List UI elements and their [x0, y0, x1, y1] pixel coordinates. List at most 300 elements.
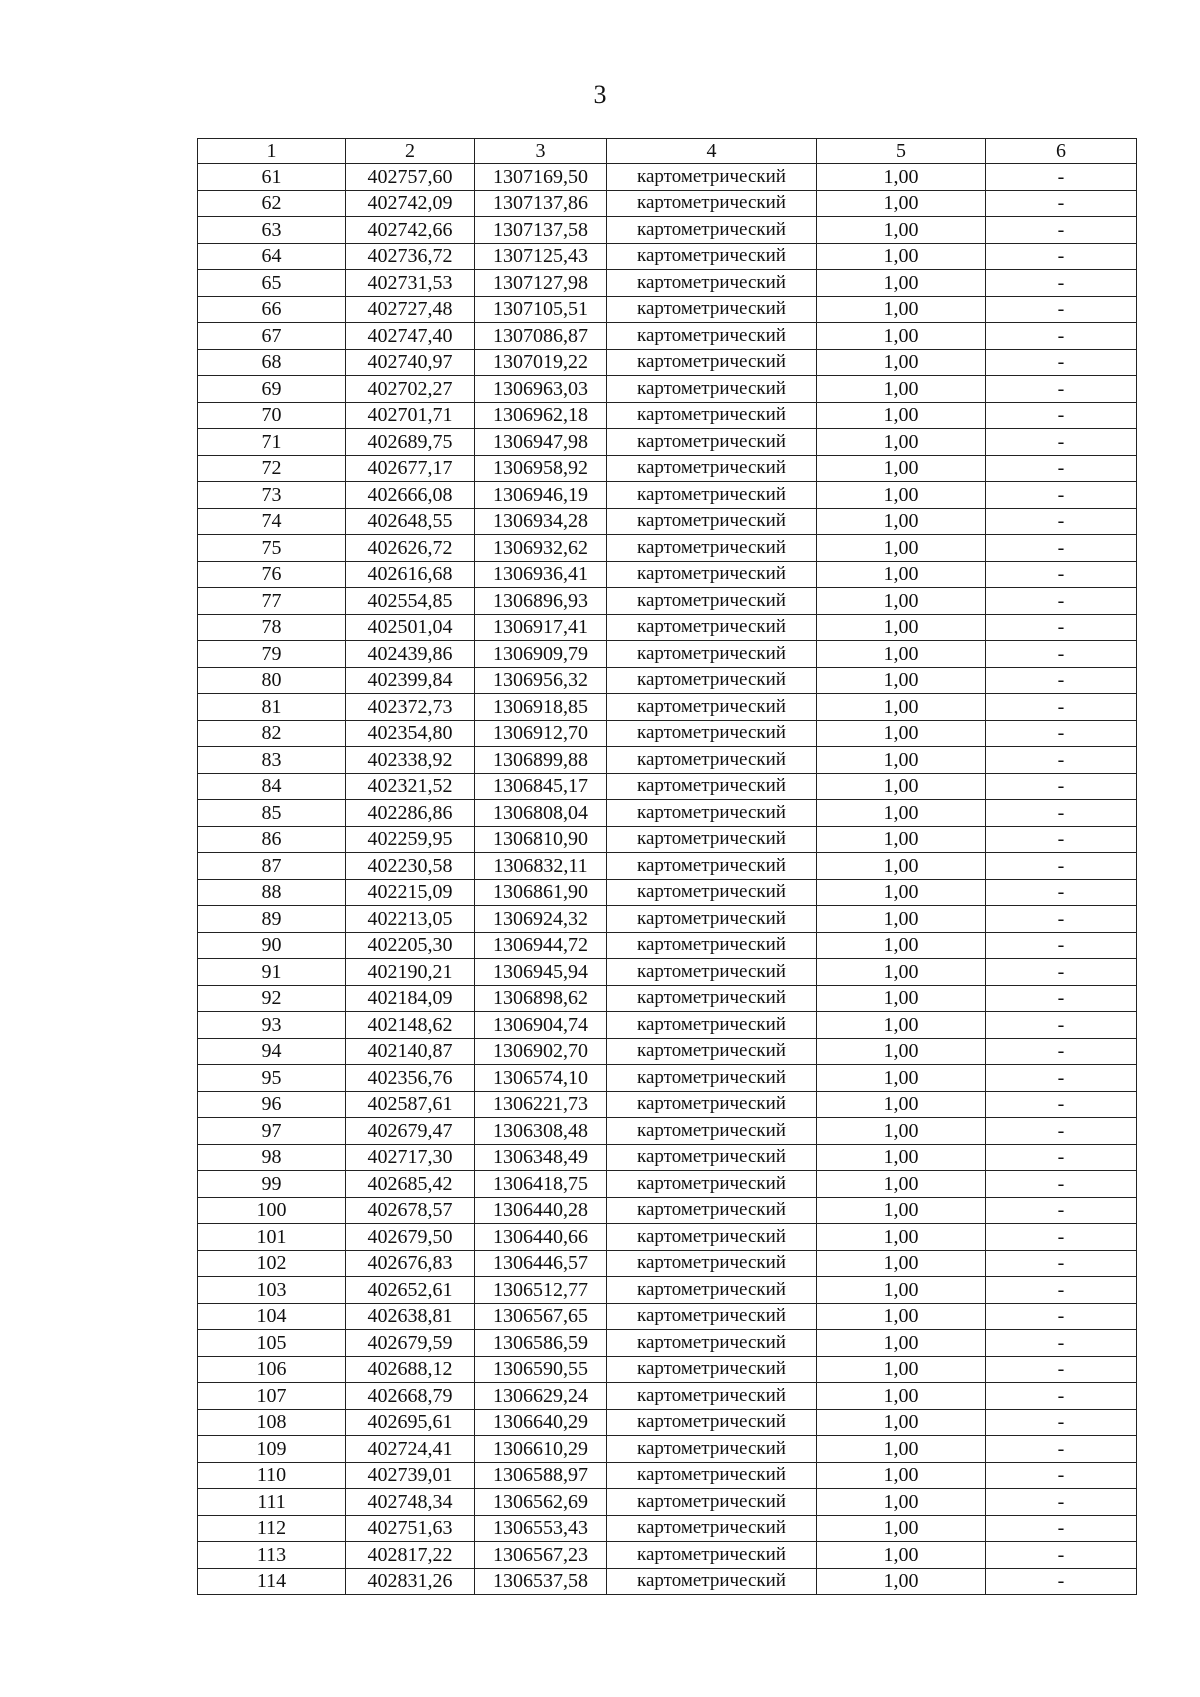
point-number-cell: 71 [198, 429, 346, 456]
accuracy-cell: 1,00 [817, 826, 986, 853]
table-row [198, 1277, 1137, 1304]
accuracy-cell: 1,00 [817, 349, 986, 376]
description-cell: - [986, 429, 1137, 456]
table-row [198, 296, 1137, 323]
accuracy-cell: 1,00 [817, 1197, 986, 1224]
x-coordinate-cell: 402230,58 [346, 853, 475, 880]
description-cell: - [986, 482, 1137, 509]
accuracy-cell: 1,00 [817, 376, 986, 403]
table-row [198, 455, 1137, 482]
point-number-cell: 112 [198, 1515, 346, 1542]
x-coordinate-cell: 402501,04 [346, 614, 475, 641]
method-cell: картометрический [607, 376, 817, 403]
method-cell: картометрический [607, 190, 817, 217]
accuracy-cell: 1,00 [817, 879, 986, 906]
x-coordinate-cell: 402213,05 [346, 906, 475, 933]
y-coordinate-cell: 1306610,29 [475, 1436, 607, 1463]
description-cell: - [986, 164, 1137, 191]
y-coordinate-cell: 1306567,23 [475, 1542, 607, 1569]
description-cell: - [986, 217, 1137, 244]
x-coordinate-cell: 402677,17 [346, 455, 475, 482]
point-number-cell: 110 [198, 1462, 346, 1489]
x-coordinate-cell: 402668,79 [346, 1383, 475, 1410]
table-row [198, 482, 1137, 509]
x-coordinate-cell: 402685,42 [346, 1171, 475, 1198]
point-number-cell: 89 [198, 906, 346, 933]
description-cell: - [986, 773, 1137, 800]
point-number-cell: 101 [198, 1224, 346, 1251]
column-header-4: 4 [607, 139, 817, 164]
point-number-cell: 109 [198, 1436, 346, 1463]
method-cell: картометрический [607, 243, 817, 270]
point-number-cell: 106 [198, 1356, 346, 1383]
method-cell: картометрический [607, 402, 817, 429]
column-header-6: 6 [986, 139, 1137, 164]
description-cell: - [986, 720, 1137, 747]
accuracy-cell: 1,00 [817, 906, 986, 933]
method-cell: картометрический [607, 535, 817, 562]
point-number-cell: 100 [198, 1197, 346, 1224]
table-row [198, 1303, 1137, 1330]
description-cell: - [986, 455, 1137, 482]
method-cell: картометрический [607, 270, 817, 297]
point-number-cell: 64 [198, 243, 346, 270]
method-cell: картометрический [607, 1224, 817, 1251]
point-number-cell: 93 [198, 1012, 346, 1039]
description-cell: - [986, 1303, 1137, 1330]
description-cell: - [986, 1383, 1137, 1410]
table-row [198, 1383, 1137, 1410]
accuracy-cell: 1,00 [817, 1277, 986, 1304]
y-coordinate-cell: 1306586,59 [475, 1330, 607, 1357]
description-cell: - [986, 1197, 1137, 1224]
y-coordinate-cell: 1306947,98 [475, 429, 607, 456]
page-number: 3 [593, 80, 607, 109]
x-coordinate-cell: 402666,08 [346, 482, 475, 509]
accuracy-cell: 1,00 [817, 243, 986, 270]
accuracy-cell: 1,00 [817, 800, 986, 827]
y-coordinate-cell: 1306221,73 [475, 1091, 607, 1118]
x-coordinate-cell: 402616,68 [346, 561, 475, 588]
table-row [198, 270, 1137, 297]
accuracy-cell: 1,00 [817, 1462, 986, 1489]
method-cell: картометрический [607, 349, 817, 376]
x-coordinate-cell: 402701,71 [346, 402, 475, 429]
table-row [198, 1197, 1137, 1224]
description-cell: - [986, 1038, 1137, 1065]
method-cell: картометрический [607, 429, 817, 456]
x-coordinate-cell: 402148,62 [346, 1012, 475, 1039]
table-row [198, 1330, 1137, 1357]
accuracy-cell: 1,00 [817, 1489, 986, 1516]
y-coordinate-cell: 1306945,94 [475, 959, 607, 986]
point-number-cell: 83 [198, 747, 346, 774]
y-coordinate-cell: 1306962,18 [475, 402, 607, 429]
point-number-cell: 107 [198, 1383, 346, 1410]
table-row [198, 959, 1137, 986]
x-coordinate-cell: 402817,22 [346, 1542, 475, 1569]
accuracy-cell: 1,00 [817, 1303, 986, 1330]
y-coordinate-cell: 1307086,87 [475, 323, 607, 350]
column-header-1: 1 [198, 139, 346, 164]
description-cell: - [986, 588, 1137, 615]
point-number-cell: 70 [198, 402, 346, 429]
method-cell: картометрический [607, 1568, 817, 1595]
y-coordinate-cell: 1306934,28 [475, 508, 607, 535]
y-coordinate-cell: 1306845,17 [475, 773, 607, 800]
accuracy-cell: 1,00 [817, 614, 986, 641]
table-row [198, 853, 1137, 880]
y-coordinate-cell: 1306808,04 [475, 800, 607, 827]
x-coordinate-cell: 402742,09 [346, 190, 475, 217]
point-number-cell: 105 [198, 1330, 346, 1357]
method-cell: картометрический [607, 1012, 817, 1039]
x-coordinate-cell: 402321,52 [346, 773, 475, 800]
description-cell: - [986, 349, 1137, 376]
y-coordinate-cell: 1306512,77 [475, 1277, 607, 1304]
point-number-cell: 69 [198, 376, 346, 403]
point-number-cell: 78 [198, 614, 346, 641]
y-coordinate-cell: 1306590,55 [475, 1356, 607, 1383]
table-row [198, 588, 1137, 615]
point-number-cell: 76 [198, 561, 346, 588]
y-coordinate-cell: 1306932,62 [475, 535, 607, 562]
accuracy-cell: 1,00 [817, 1118, 986, 1145]
table-row [198, 932, 1137, 959]
description-cell: - [986, 1118, 1137, 1145]
accuracy-cell: 1,00 [817, 482, 986, 509]
y-coordinate-cell: 1306640,29 [475, 1409, 607, 1436]
method-cell: картометрический [607, 826, 817, 853]
accuracy-cell: 1,00 [817, 296, 986, 323]
description-cell: - [986, 667, 1137, 694]
description-cell: - [986, 853, 1137, 880]
method-cell: картометрический [607, 720, 817, 747]
description-cell: - [986, 243, 1137, 270]
x-coordinate-cell: 402205,30 [346, 932, 475, 959]
accuracy-cell: 1,00 [817, 588, 986, 615]
y-coordinate-cell: 1306574,10 [475, 1065, 607, 1092]
table-row [198, 1118, 1137, 1145]
x-coordinate-cell: 402740,97 [346, 349, 475, 376]
method-cell: картометрический [607, 1330, 817, 1357]
description-cell: - [986, 1091, 1137, 1118]
x-coordinate-cell: 402757,60 [346, 164, 475, 191]
method-cell: картометрический [607, 1542, 817, 1569]
y-coordinate-cell: 1307105,51 [475, 296, 607, 323]
y-coordinate-cell: 1306629,24 [475, 1383, 607, 1410]
column-header-3: 3 [475, 139, 607, 164]
point-number-cell: 68 [198, 349, 346, 376]
accuracy-cell: 1,00 [817, 641, 986, 668]
x-coordinate-cell: 402372,73 [346, 694, 475, 721]
method-cell: картометрический [607, 1144, 817, 1171]
column-header-5: 5 [817, 139, 986, 164]
point-number-cell: 62 [198, 190, 346, 217]
table-row [198, 164, 1137, 191]
method-cell: картометрический [607, 323, 817, 350]
point-number-cell: 102 [198, 1250, 346, 1277]
accuracy-cell: 1,00 [817, 1568, 986, 1595]
x-coordinate-cell: 402702,27 [346, 376, 475, 403]
x-coordinate-cell: 402689,75 [346, 429, 475, 456]
accuracy-cell: 1,00 [817, 535, 986, 562]
table-row [198, 402, 1137, 429]
description-cell: - [986, 879, 1137, 906]
point-number-cell: 80 [198, 667, 346, 694]
point-number-cell: 90 [198, 932, 346, 959]
table-row [198, 1065, 1137, 1092]
accuracy-cell: 1,00 [817, 1515, 986, 1542]
point-number-cell: 113 [198, 1542, 346, 1569]
y-coordinate-cell: 1306832,11 [475, 853, 607, 880]
y-coordinate-cell: 1306902,70 [475, 1038, 607, 1065]
method-cell: картометрический [607, 773, 817, 800]
accuracy-cell: 1,00 [817, 1250, 986, 1277]
y-coordinate-cell: 1306936,41 [475, 561, 607, 588]
point-number-cell: 103 [198, 1277, 346, 1304]
table-row [198, 535, 1137, 562]
method-cell: картометрический [607, 1118, 817, 1145]
table-row [198, 906, 1137, 933]
point-number-cell: 65 [198, 270, 346, 297]
x-coordinate-cell: 402831,26 [346, 1568, 475, 1595]
x-coordinate-cell: 402736,72 [346, 243, 475, 270]
point-number-cell: 108 [198, 1409, 346, 1436]
method-cell: картометрический [607, 641, 817, 668]
description-cell: - [986, 1542, 1137, 1569]
method-cell: картометрический [607, 1303, 817, 1330]
point-number-cell: 82 [198, 720, 346, 747]
accuracy-cell: 1,00 [817, 164, 986, 191]
accuracy-cell: 1,00 [817, 217, 986, 244]
y-coordinate-cell: 1307137,86 [475, 190, 607, 217]
point-number-cell: 91 [198, 959, 346, 986]
method-cell: картометрический [607, 1250, 817, 1277]
accuracy-cell: 1,00 [817, 694, 986, 721]
x-coordinate-cell: 402727,48 [346, 296, 475, 323]
y-coordinate-cell: 1306944,72 [475, 932, 607, 959]
method-cell: картометрический [607, 667, 817, 694]
point-number-cell: 67 [198, 323, 346, 350]
description-cell: - [986, 1462, 1137, 1489]
description-cell: - [986, 800, 1137, 827]
y-coordinate-cell: 1306958,92 [475, 455, 607, 482]
y-coordinate-cell: 1307169,50 [475, 164, 607, 191]
method-cell: картометрический [607, 879, 817, 906]
x-coordinate-cell: 402695,61 [346, 1409, 475, 1436]
description-cell: - [986, 561, 1137, 588]
table-row [198, 243, 1137, 270]
x-coordinate-cell: 402678,57 [346, 1197, 475, 1224]
table-row [198, 614, 1137, 641]
method-cell: картометрический [607, 747, 817, 774]
x-coordinate-cell: 402679,47 [346, 1118, 475, 1145]
method-cell: картометрический [607, 164, 817, 191]
table-row [198, 800, 1137, 827]
y-coordinate-cell: 1306956,32 [475, 667, 607, 694]
table-row [198, 985, 1137, 1012]
table-row [198, 1542, 1137, 1569]
description-cell: - [986, 296, 1137, 323]
table-body [198, 164, 1137, 1595]
point-number-cell: 79 [198, 641, 346, 668]
table-row [198, 1012, 1137, 1039]
description-cell: - [986, 1250, 1137, 1277]
description-cell: - [986, 1489, 1137, 1516]
accuracy-cell: 1,00 [817, 561, 986, 588]
method-cell: картометрический [607, 614, 817, 641]
column-header-2: 2 [346, 139, 475, 164]
accuracy-cell: 1,00 [817, 1091, 986, 1118]
x-coordinate-cell: 402286,86 [346, 800, 475, 827]
x-coordinate-cell: 402587,61 [346, 1091, 475, 1118]
x-coordinate-cell: 402638,81 [346, 1303, 475, 1330]
x-coordinate-cell: 402215,09 [346, 879, 475, 906]
method-cell: картометрический [607, 455, 817, 482]
y-coordinate-cell: 1306896,93 [475, 588, 607, 615]
description-cell: - [986, 1330, 1137, 1357]
accuracy-cell: 1,00 [817, 667, 986, 694]
y-coordinate-cell: 1306904,74 [475, 1012, 607, 1039]
method-cell: картометрический [607, 1436, 817, 1463]
x-coordinate-cell: 402140,87 [346, 1038, 475, 1065]
description-cell: - [986, 376, 1137, 403]
x-coordinate-cell: 402688,12 [346, 1356, 475, 1383]
y-coordinate-cell: 1306918,85 [475, 694, 607, 721]
method-cell: картометрический [607, 959, 817, 986]
description-cell: - [986, 535, 1137, 562]
point-number-cell: 94 [198, 1038, 346, 1065]
description-cell: - [986, 1171, 1137, 1198]
point-number-cell: 98 [198, 1144, 346, 1171]
description-cell: - [986, 1224, 1137, 1251]
table-row [198, 773, 1137, 800]
y-coordinate-cell: 1307125,43 [475, 243, 607, 270]
x-coordinate-cell: 402724,41 [346, 1436, 475, 1463]
method-cell: картометрический [607, 1091, 817, 1118]
point-number-cell: 96 [198, 1091, 346, 1118]
y-coordinate-cell: 1306810,90 [475, 826, 607, 853]
point-number-cell: 75 [198, 535, 346, 562]
x-coordinate-cell: 402731,53 [346, 270, 475, 297]
accuracy-cell: 1,00 [817, 1038, 986, 1065]
y-coordinate-cell: 1306567,65 [475, 1303, 607, 1330]
y-coordinate-cell: 1306562,69 [475, 1489, 607, 1516]
accuracy-cell: 1,00 [817, 985, 986, 1012]
table-row [198, 1144, 1137, 1171]
x-coordinate-cell: 402679,59 [346, 1330, 475, 1357]
accuracy-cell: 1,00 [817, 1065, 986, 1092]
method-cell: картометрический [607, 906, 817, 933]
x-coordinate-cell: 402554,85 [346, 588, 475, 615]
method-cell: картометрический [607, 1409, 817, 1436]
y-coordinate-cell: 1306861,90 [475, 879, 607, 906]
x-coordinate-cell: 402648,55 [346, 508, 475, 535]
y-coordinate-cell: 1307019,22 [475, 349, 607, 376]
description-cell: - [986, 694, 1137, 721]
x-coordinate-cell: 402184,09 [346, 985, 475, 1012]
accuracy-cell: 1,00 [817, 959, 986, 986]
table-row [198, 1091, 1137, 1118]
method-cell: картометрический [607, 1489, 817, 1516]
x-coordinate-cell: 402748,34 [346, 1489, 475, 1516]
accuracy-cell: 1,00 [817, 1383, 986, 1410]
description-cell: - [986, 614, 1137, 641]
method-cell: картометрический [607, 1171, 817, 1198]
y-coordinate-cell: 1306537,58 [475, 1568, 607, 1595]
description-cell: - [986, 508, 1137, 535]
point-number-cell: 74 [198, 508, 346, 535]
method-cell: картометрический [607, 1197, 817, 1224]
y-coordinate-cell: 1306912,70 [475, 720, 607, 747]
description-cell: - [986, 402, 1137, 429]
x-coordinate-cell: 402399,84 [346, 667, 475, 694]
point-number-cell: 104 [198, 1303, 346, 1330]
method-cell: картометрический [607, 482, 817, 509]
y-coordinate-cell: 1306924,32 [475, 906, 607, 933]
accuracy-cell: 1,00 [817, 773, 986, 800]
method-cell: картометрический [607, 296, 817, 323]
description-cell: - [986, 1065, 1137, 1092]
table-row [198, 1038, 1137, 1065]
point-number-cell: 97 [198, 1118, 346, 1145]
description-cell: - [986, 932, 1137, 959]
method-cell: картометрический [607, 1038, 817, 1065]
coordinates-table [197, 138, 1137, 1595]
point-number-cell: 88 [198, 879, 346, 906]
table-row [198, 1250, 1137, 1277]
accuracy-cell: 1,00 [817, 323, 986, 350]
point-number-cell: 72 [198, 455, 346, 482]
accuracy-cell: 1,00 [817, 270, 986, 297]
y-coordinate-cell: 1306418,75 [475, 1171, 607, 1198]
method-cell: картометрический [607, 1383, 817, 1410]
accuracy-cell: 1,00 [817, 1356, 986, 1383]
point-number-cell: 77 [198, 588, 346, 615]
point-number-cell: 92 [198, 985, 346, 1012]
description-cell: - [986, 1436, 1137, 1463]
y-coordinate-cell: 1306898,62 [475, 985, 607, 1012]
table-row [198, 879, 1137, 906]
x-coordinate-cell: 402356,76 [346, 1065, 475, 1092]
method-cell: картометрический [607, 1462, 817, 1489]
description-cell: - [986, 1277, 1137, 1304]
x-coordinate-cell: 402717,30 [346, 1144, 475, 1171]
table-row [198, 323, 1137, 350]
y-coordinate-cell: 1306946,19 [475, 482, 607, 509]
accuracy-cell: 1,00 [817, 402, 986, 429]
x-coordinate-cell: 402739,01 [346, 1462, 475, 1489]
x-coordinate-cell: 402679,50 [346, 1224, 475, 1251]
method-cell: картометрический [607, 694, 817, 721]
y-coordinate-cell: 1306917,41 [475, 614, 607, 641]
method-cell: картометрический [607, 985, 817, 1012]
accuracy-cell: 1,00 [817, 429, 986, 456]
description-cell: - [986, 985, 1137, 1012]
description-cell: - [986, 1356, 1137, 1383]
y-coordinate-cell: 1306348,49 [475, 1144, 607, 1171]
y-coordinate-cell: 1307137,58 [475, 217, 607, 244]
y-coordinate-cell: 1307127,98 [475, 270, 607, 297]
point-number-cell: 81 [198, 694, 346, 721]
table-row [198, 694, 1137, 721]
method-cell: картометрический [607, 1356, 817, 1383]
method-cell: картометрический [607, 1515, 817, 1542]
x-coordinate-cell: 402259,95 [346, 826, 475, 853]
method-cell: картометрический [607, 1065, 817, 1092]
point-number-cell: 86 [198, 826, 346, 853]
